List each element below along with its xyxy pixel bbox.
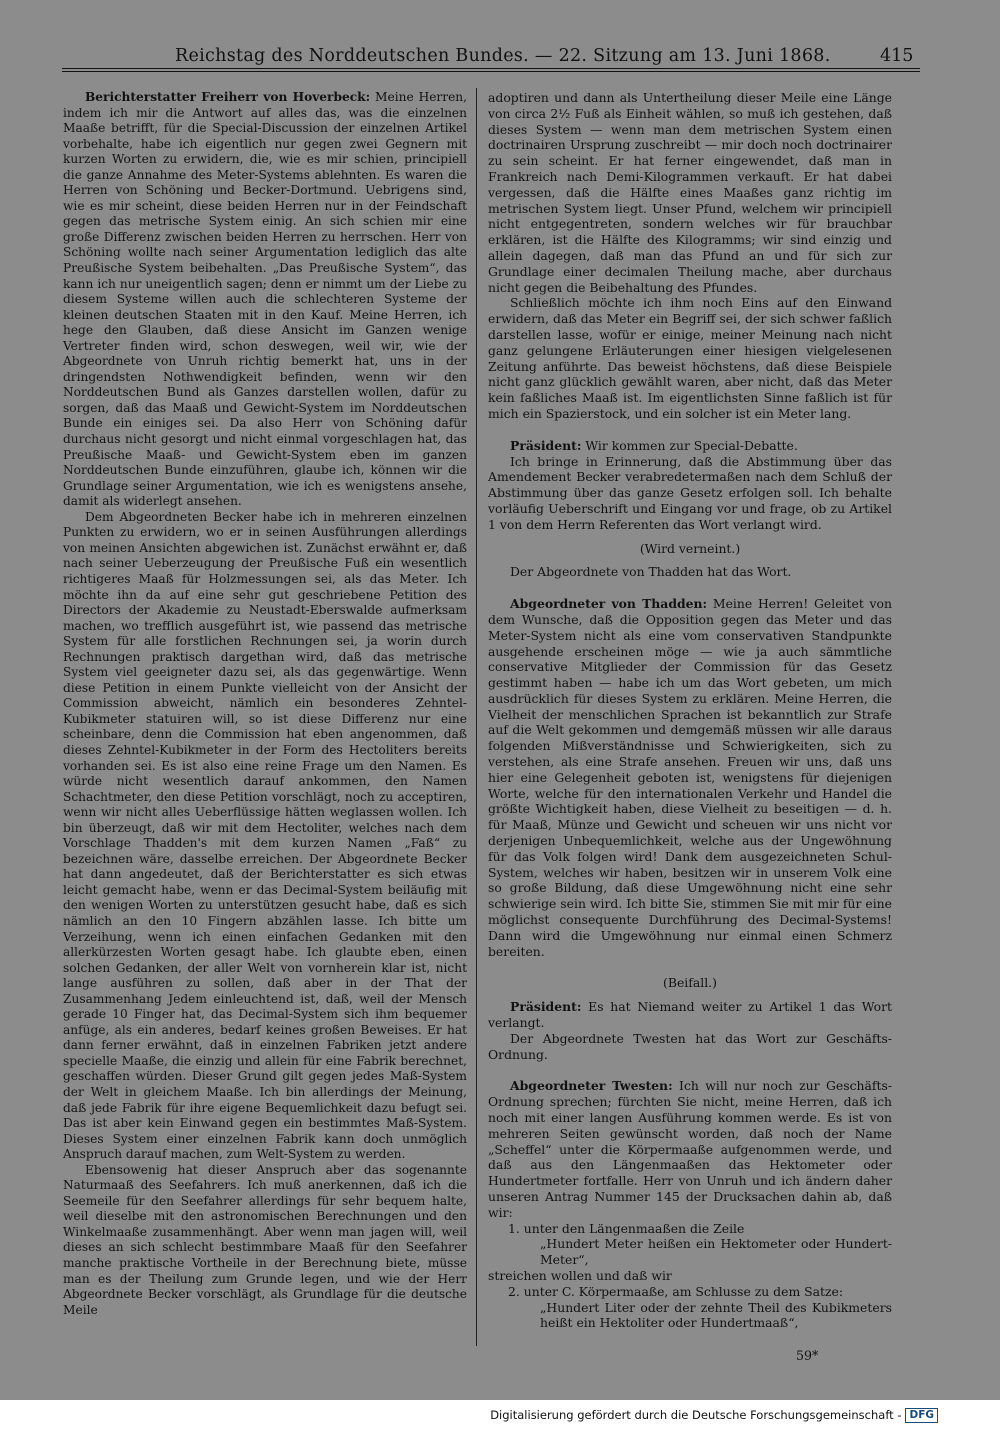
footer-credit: [490, 1408, 938, 1423]
speaker-label: Präsident:: [510, 437, 582, 453]
footer-credit-text: Digitalisierung gefördert durch die Deutsche Forschungsgemeinschaft -: [490, 1408, 902, 1422]
paragraph: Ebensowenig hat dieser Anspruch aber das sogenannte Naturmaaß des Seefahrers. Ich muß anerkennen, daß ich die Seemeile für den Seefahrer allerdings für sehr bequem halte, weil dieselbe mit den astronomischen Berechnungen und den Winkelmaaße zusammenhängt. Aber wenn man jagen will, weil dieses an sich schlecht bestimmbare Maaß für den Seefahrer manche praktische Vortheile in der Berechnung biete, müsse man es der Theilung zum Grunde legen, und wie der Herr Abgeordnete Becker vorschlägt, als Grundlage für die deutsche Meile: [63, 1162, 467, 1317]
paragraph: Der Abgeordnete Twesten hat das Wort zur Geschäfts-Ordnung.: [488, 1030, 892, 1062]
paragraph: adoptiren und dann als Untertheilung dieser Meile eine Länge von circa 2½ Fuß als Einheit wählen, so muß ich gestehen, daß dieses System — wenn man dem metrischen System einen doctrinairen Ursprung zuschreibt — mir doch noch doctrinairer zu sein scheint. Er hat ferner eingewendet, daß man in Frankreich nach Demi-Kilogrammen verkauft. Er hat dabei vergessen, daß die Hälfte eines Maaßes ganz richtig im metrischen System liegt. Unser Pfund, welchem wir principiell nicht entgegentreten, sondern welches wir für brauchbar erklären, ist die Hälfte des Kilogramms; wir sind einzig und allein dagegen, daß man das Pfund an und für sich zur Grundlage einer decimalen Theilung mache, aber durchaus nicht gegen die Beibehaltung des Pfundes.: [488, 90, 892, 295]
speaker-label: Berichterstatter Freiherr von Hoverbeck:: [85, 90, 371, 104]
paragraph: Dem Abgeordneten Becker habe ich in mehreren einzelnen Punkten zu erwidern, wo er in seinen Ausführungen allerdings von meinen Ansichten abgewichen ist. Zunächst erwähnt er, daß nach seiner Ueberzeugung der Preußische Fuß ein wesentlich richtigeres Maaß für Holzmessungen sei, als das Meter. Ich möchte ihn da auf eine sehr gut geschriebene Petition des Directors der Akademie zu Neustadt-Eberswalde aufmerksam machen, wo trefflich ausgeführt ist, wie passend das metrische System für alle forstlichen Rechnungen sei, ja worin durch Rechnungen praktisch dargethan wird, daß das metrische System viel geeigneter dazu sei, als das gegenwärtige. Wenn diese Petition in einem Punkte vielleicht von der Ansicht der Commission abweicht, nämlich ein besonderes Zehntel-Kubikmeter statuiren will, so ist diese Differenz nur eine scheinbare, denn die Commission hat eben angenommen, daß dieses Zehntel-Kubikmeter in der Form des Hectoliters bereits vorhanden sei. Es ist also eine reine Frage um den Namen. Es würde nicht wesentlich darauf ankommen, den Namen Schachtmeter, den diese Petition vorschlägt, noch zu acceptiren, wenn wir nicht alles Ueberflüssige hätten weglassen wollen. Ich bin überzeugt, daß wir mit dem Hectoliter, welches nach dem Vorschlage Thadden's mit dem kurzen Namen „Faß“ zu bezeichnen wäre, dasselbe erreichen. Der Abgeordnete Becker hat dann angedeutet, daß der Berichterstatter es sich etwas leicht gemacht habe, wenn er das Decimal-System beiläufig mit den wenigen Worten zu unterstützen gesucht habe, daß es sich nämlich an den 10 Fingern abzählen lasse. Ich bitte um Verzeihung, wenn ich einen einfachen Gedanken mit den allerkürzesten Worten gesagt habe. Ich glaubte eben, einen solchen Gedanken, der aller Welt von vornherein klar ist, nicht lange ausführen zu sollen, daß aber in der That der Zusammenhang Jedem einleuchtend ist, daß, weil der Mensch gerade 10 Finger hat, das Decimal-System sich ihm bequemer anfüge, als ein anderes, bedarf keines großen Beweises. Er hat dann ferner erwähnt, daß in einzelnen Fabriken jetzt andere specielle Maaße, die einzig und allein für eine Fabrik berechnet, geschaffen würden. Dieser Grund gilt gegen jedes Maß-System der Welt in gleichem Maaße. Ich bin allerdings der Meinung, daß jede Fabrik für ihre eigene Bequemlichkeit dazu befugt sei. Das ist aber kein Einwand gegen ein bestimmtes Maß-System. Dieses System einer einzelnen Fabrik kann doch unmöglich Anspruch darauf machen, zum Welt-System zu werden.: [63, 509, 467, 1162]
paragraph: [63, 90, 467, 510]
paragraph: [488, 596, 892, 959]
paragraph-text: Ich will nur noch zur Geschäfts-Ordnung sprechen; fürchten Sie nicht, meine Herren, daß ich noch mit einer langen Ausführung kommen werde. Es ist von mehreren Seiten gewünscht worden, daß noch der Name „Scheffel“ unter die Körpermaaße aufgenommen werde, und daß aus den Längenmaaßen das Hektometer oder Hundertmeter fortfalle. Herr von Unruh und ich ändern daher unseren Antrag Nummer 145 der Drucksachen dahin ab, daß wir:: [488, 1078, 892, 1220]
page-number: 415: [880, 46, 914, 66]
list-item: 1. unter den Längenmaaßen die Zeile: [508, 1220, 745, 1236]
footer-bar: [0, 1400, 1000, 1432]
stage-direction: (Wird verneint.): [639, 540, 741, 556]
paragraph-text: Meine Herren, indem ich mir die Antwort auf alles das, was die einzelnen Maaße betrifft, für die Special-Discussion der einzelnen Artikel vorbehalte, habe ich eigentlich nur gegen zwei Gegnern mit kurzen Worten zu erwidern, die, wie es mir schien, principiell die ganze Annahme des Meter-Systems ablehnten. Es waren die Herren von Schöning und Becker-Dortmund. Uebrigens sind, wie es mir scheint, diese beiden Herren nur in der Feindschaft gegen das metrische System einig. An sich schien mir eine große Differenz zwischen beiden Herren zu herrschen. Herr von Schöning wollte nach seiner Argumentation lediglich das alte Preußische System beibehalten. „Das Preußische System“, das kann ich nur uneigentlich sagen; denn er nimmt um der Liebe zu diesem Systeme willen auch die schlechteren Systeme der kleinen deutschen Staaten mit in den Kauf. Meine Herren, ich hege den Glauben, daß diese Ansicht im Ganzen wenige Vertreter finden wird, schon deswegen, weil wir, wie der Abgeordnete von Unruh richtig bemerkt hat, uns in der dringendsten Nothwendigkeit befinden, wenn wir den Norddeutschen Bund als Ganzes darstellen wollen, dafür zu sorgen, daß das Maaß und Gewicht-System im Norddeutschen Bunde ein einiges sei. Da also Herr von Schöning dafür durchaus nicht gesorgt und nicht einmal vorgeschlagen hat, das Preußische Maaß- und Gewicht-System eben im ganzen Norddeutschen Bunde einzuführen, glaube ich, können wir die Grundlage seiner Argumentation, wie ich es wenigstens ansehe, damit als widerlegt ansehen.: [63, 90, 468, 509]
paragraph: [488, 1078, 892, 1220]
quoted-line: „Hundert Meter heißen ein Hektometer oder Hundert-Meter“,: [540, 1236, 892, 1268]
speaker-label: Präsident:: [510, 999, 582, 1015]
paragraph-text: Wir kommen zur Special-Debatte.: [585, 437, 798, 453]
paragraph: [488, 438, 892, 454]
paragraph-text: Meine Herren! Geleitet von dem Wunsche, daß die Opposition gegen das Meter und das Meter-System nicht als eine vom conservativen Standpunkte ausgehende erscheinen möge — wie ja auch sämmtliche conservative Mitglieder der Commission für das Gesetz gestimmt haben — habe ich um das Wort gebeten, um mich ausdrücklich für dieses System zu erklären. Meine Herren, die Vielheit der menschlichen Sprachen ist bekanntlich zur Strafe auf die Welt gekommen und demgemäß müssen wir alle daraus folgenden Mißverständnisse und Schwierigkeiten, sich zu verstehen, als eine Strafe ansehen. Freuen wir uns, daß uns hier eine Gelegenheit geboten ist, wenigstens für diejenigen Worte, welche für den internationalen Verkehr und Handel die größte Wichtigkeit haben, diese Vielheit zu beseitigen — d. h. für Maaß, Münze und Gewicht und scheuen wir uns nicht vor derjenigen Unbequemlichkeit, welche aus der Ungewöhnung für das Volk folgen wird! Dank dem ausgezeichneten Schul-System, welches wir haben, besitzen wir in unserem Volk eine so große Bildung, daß diese Umgewöhnung nicht eine sehr schwierige sein wird. Ich bitte Sie, stimmen Sie mit mir für eine möglichst consequente Durchführung des Decimal-Systems! Dann wird die Umgewöhnung nur einmal einen Schmerz bereiten.: [488, 596, 892, 959]
paragraph: Der Abgeordnete von Thadden hat das Wort.: [510, 564, 792, 580]
list-item: 2. unter C. Körpermaaße, am Schlusse zu dem Satze:: [508, 1283, 844, 1299]
column-divider: [476, 88, 477, 1346]
right-column: [488, 90, 892, 1331]
running-head: Reichstag des Norddeutschen Bundes. — 22. Sitzung am 13. Juni 1868.: [175, 46, 831, 66]
dfg-logo: DFG: [905, 1408, 938, 1423]
stage-direction: (Beifall.): [663, 975, 717, 991]
paragraph: Schließlich möchte ich ihm noch Eins auf den Einwand erwidern, daß das Meter ein Begriff sei, der sich schwer faßlich darstellen lasse, wofür er einige, meiner Meinung nach nicht ganz gelungene Erläuterungen einer hiesigen vielgelesenen Zeitung anführte. Das beweist höchstens, daß diese Beispiele nicht ganz glücklich gewählt waren, aber nicht, daß das Meter kein faßliches Maaß ist. Im eigentlichsten Sinne faßlich ist für mich ein Spazierstock, und ein solcher ist ein Meter lang.: [488, 295, 892, 421]
speaker-label: Abgeordneter Twesten:: [510, 1078, 673, 1094]
paragraph: streichen wollen und daß wir: [488, 1267, 672, 1283]
header-rule-bottom: [62, 71, 920, 72]
signature-mark: 59*: [796, 1348, 819, 1363]
left-column: [63, 90, 467, 1318]
quoted-line: „Hundert Liter oder der zehnte Theil des Kubikmeters heißt ein Hektoliter oder Hundertmaaß“,: [540, 1299, 892, 1331]
paragraph-text: Es hat Niemand weiter zu Artikel 1 das Wort verlangt.: [488, 999, 892, 1031]
header-rule-top: [62, 68, 920, 69]
speaker-label: Abgeordneter von Thadden:: [510, 596, 708, 612]
paragraph: [488, 999, 892, 1031]
paragraph: Ich bringe in Erinnerung, daß die Abstimmung über das Amendement Becker verabredetermaßen nach dem Schluß der Abstimmung über das ganze Gesetz erfolgen soll. Ich behalte vorläufig Ueberschrift und Eingang vor und frage, ob zu Artikel 1 von dem Herrn Referenten das Wort verlangt wird.: [488, 453, 892, 532]
